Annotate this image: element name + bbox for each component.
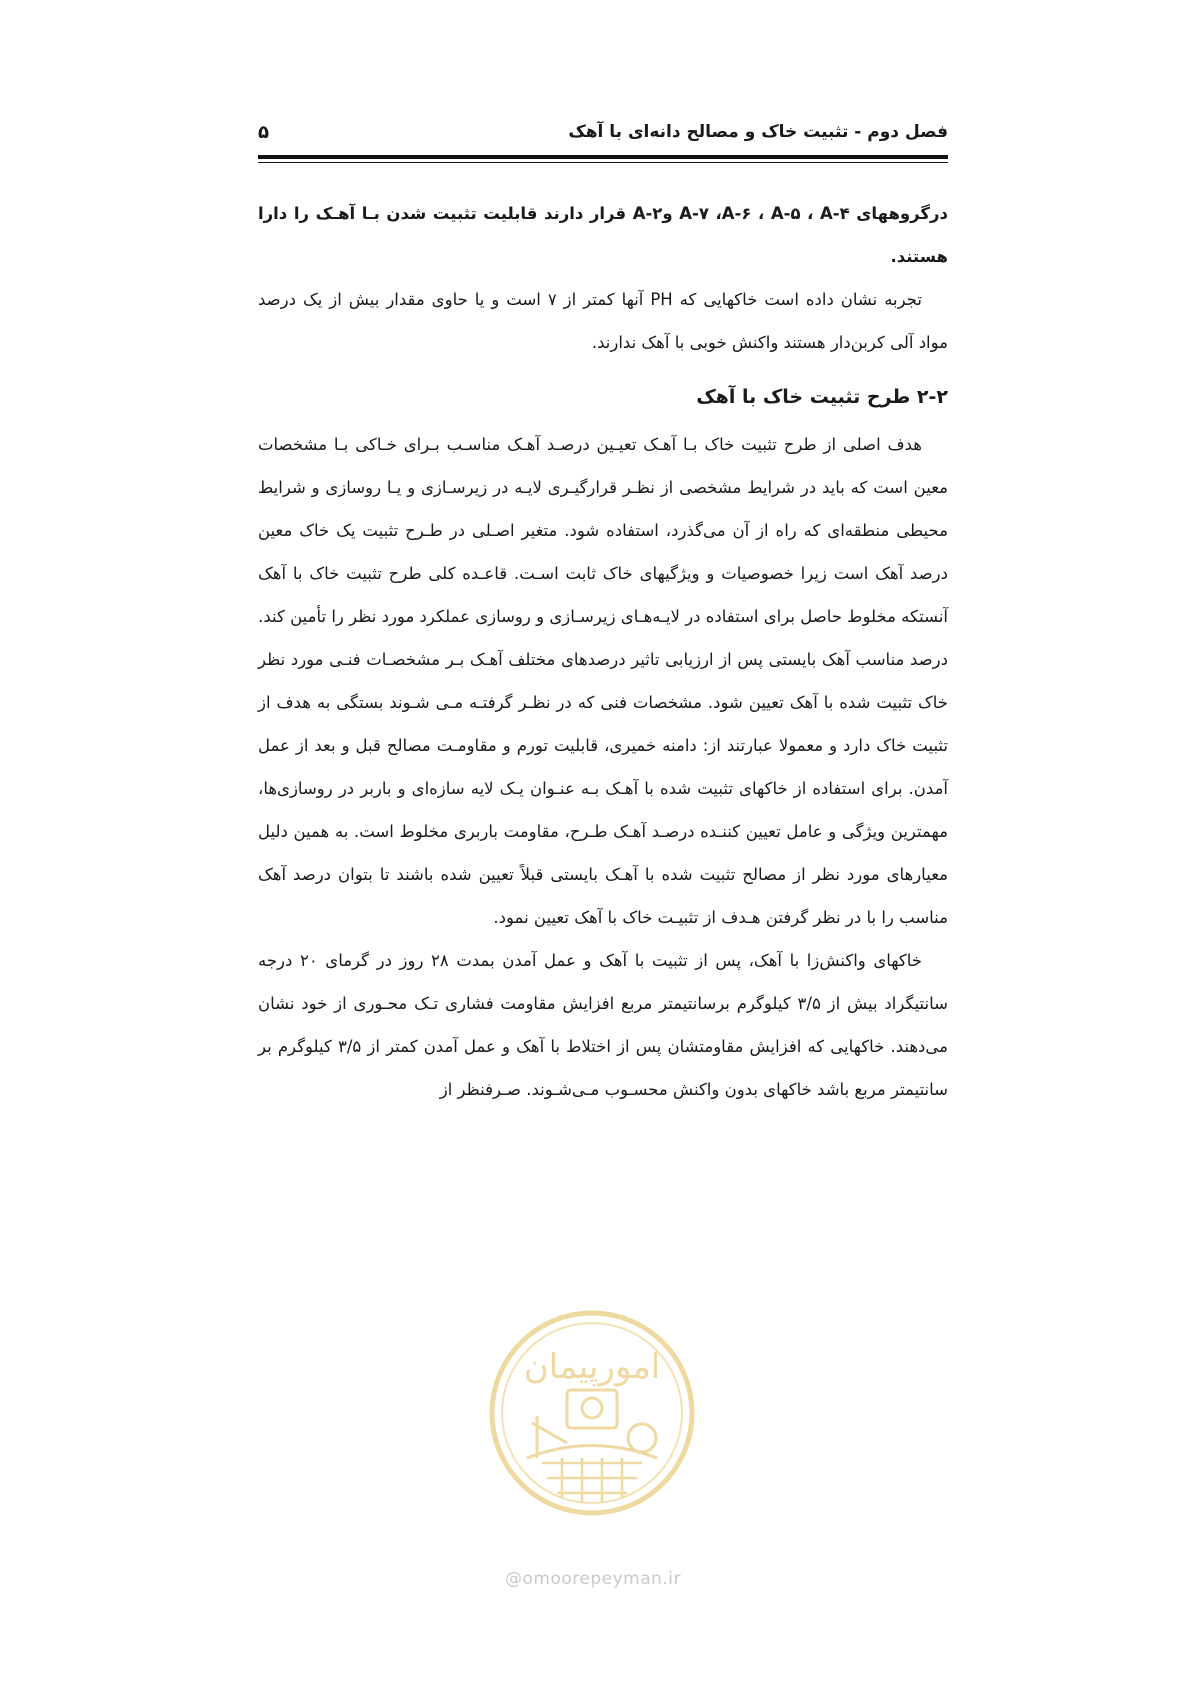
watermark-site: @omoorepeyman.ir (504, 1569, 682, 1589)
paragraph-4: درصد مناسب آهک بایستی پس از ارزیابی تاثیر درصدهای مختلف آهـک بـر مشخصـات فنـی مورد نظر خاک تثبیت شده با آهک تعیین شود. مشخصات فنی که در نظـر گرفتـه مـی شـوند بستگی به هدف از تثبیت خاک دارد و معمولا عبارتند از: دامنه خمیری، قابلیت تورم و مقاومـت مصالح قبل و بعد از عمل آمدن. برای استفاده از خاکهای تثبیت شده با آهـک بـه عنـوان یـک لایه سازه‌ای و باربر در روسازی‌ها، مهمترین ویژگی و عامل تعیین کننـده درصـد آهـک طـرح، مقاومت باربری مخلوط است. به همین دلیل معیارهای مورد نظر از مصالح تثبیت شده با آهـک بایستی قبلاً تعیین شده باشند تا بتوان درصد آهک مناسب را با در نظر گرفتن هـدف از تثبیـت خاک با آهک تعیین نمود. (258, 650, 948, 927)
paragraph-2: تجربه نشان داده است خاکهایی که PH آنها کمتر از ۷ است و یا حاوی مقدار بیش از یک درصد مواد آلی کربن‌دار هستند واکنش خوبی با آهک ندارند. (258, 290, 948, 352)
page-number: ۵ (258, 122, 269, 143)
paragraph-5: خاکهای واکنش‌زا با آهک، پس از تثبیت با آهک و عمل آمدن بمدت ۲۸ روز در گرمای ۲۰ درجه سانتیگراد بیش از ۳/۵ کیلوگرم برسانتیمتر مربع افزایش مقاومت فشاری تـک محـوری از خود نشان می‌دهند. خاکهایی که افزایش مقاومتشان پس از اختلاط با آهک و عمل آمدن کمتر از ۳/۵ کیلوگرم بر سانتیمتر مربع باشد خاکهای بدون واکنش محسـوب مـی‌شـوند. صـرفنظر از (258, 951, 948, 1099)
paragraph-3: هدف اصلی از طرح تثبیت خاک بـا آهـک تعیـین درصـد آهـک مناسـب بـرای خـاکی بـا مشخصات معین است که باید در شرایط مشخصی از نظـر قرارگیـری لایـه در زیرسـازی و یـا روسازی و شرایط محیطی منطقه‌ای که راه از آن می‌گذرد، استفاده شود. متغیر اصـلی در طـرح تثبیت یک خاک معین درصد آهک است زیرا خصوصیات و ویژگیهای خاک ثابت اسـت. قاعـده کلی طرح تثبیت خاک با آهک آنستکه مخلوط حاصل برای استفاده در لایـه‌هـای زیرسـازی و روسازی عملکرد مورد نظر را تأمین کند. (258, 435, 948, 626)
watermark-stamp-icon (487, 1308, 697, 1518)
paragraph-1: درگروههای A-۷ ،A-۶ ، A-۵ ، A-۴ وA-۲ قرار دارند قابلیت تثبیت شدن بـا آهـک را دارا هستند. (258, 204, 948, 266)
page-header (258, 120, 948, 148)
header-rule-thin (258, 162, 948, 163)
body-text (258, 192, 948, 1111)
chapter-title: فصل دوم - تثبیت خاک و مصالح دانه‌ای با آهک (568, 122, 948, 142)
section-heading: ۲-۲ طرح تثبیت خاک با آهک (696, 386, 948, 408)
svg-text:امورپیمان: امورپیمان (523, 1347, 661, 1387)
header-rule-thick (258, 155, 948, 159)
